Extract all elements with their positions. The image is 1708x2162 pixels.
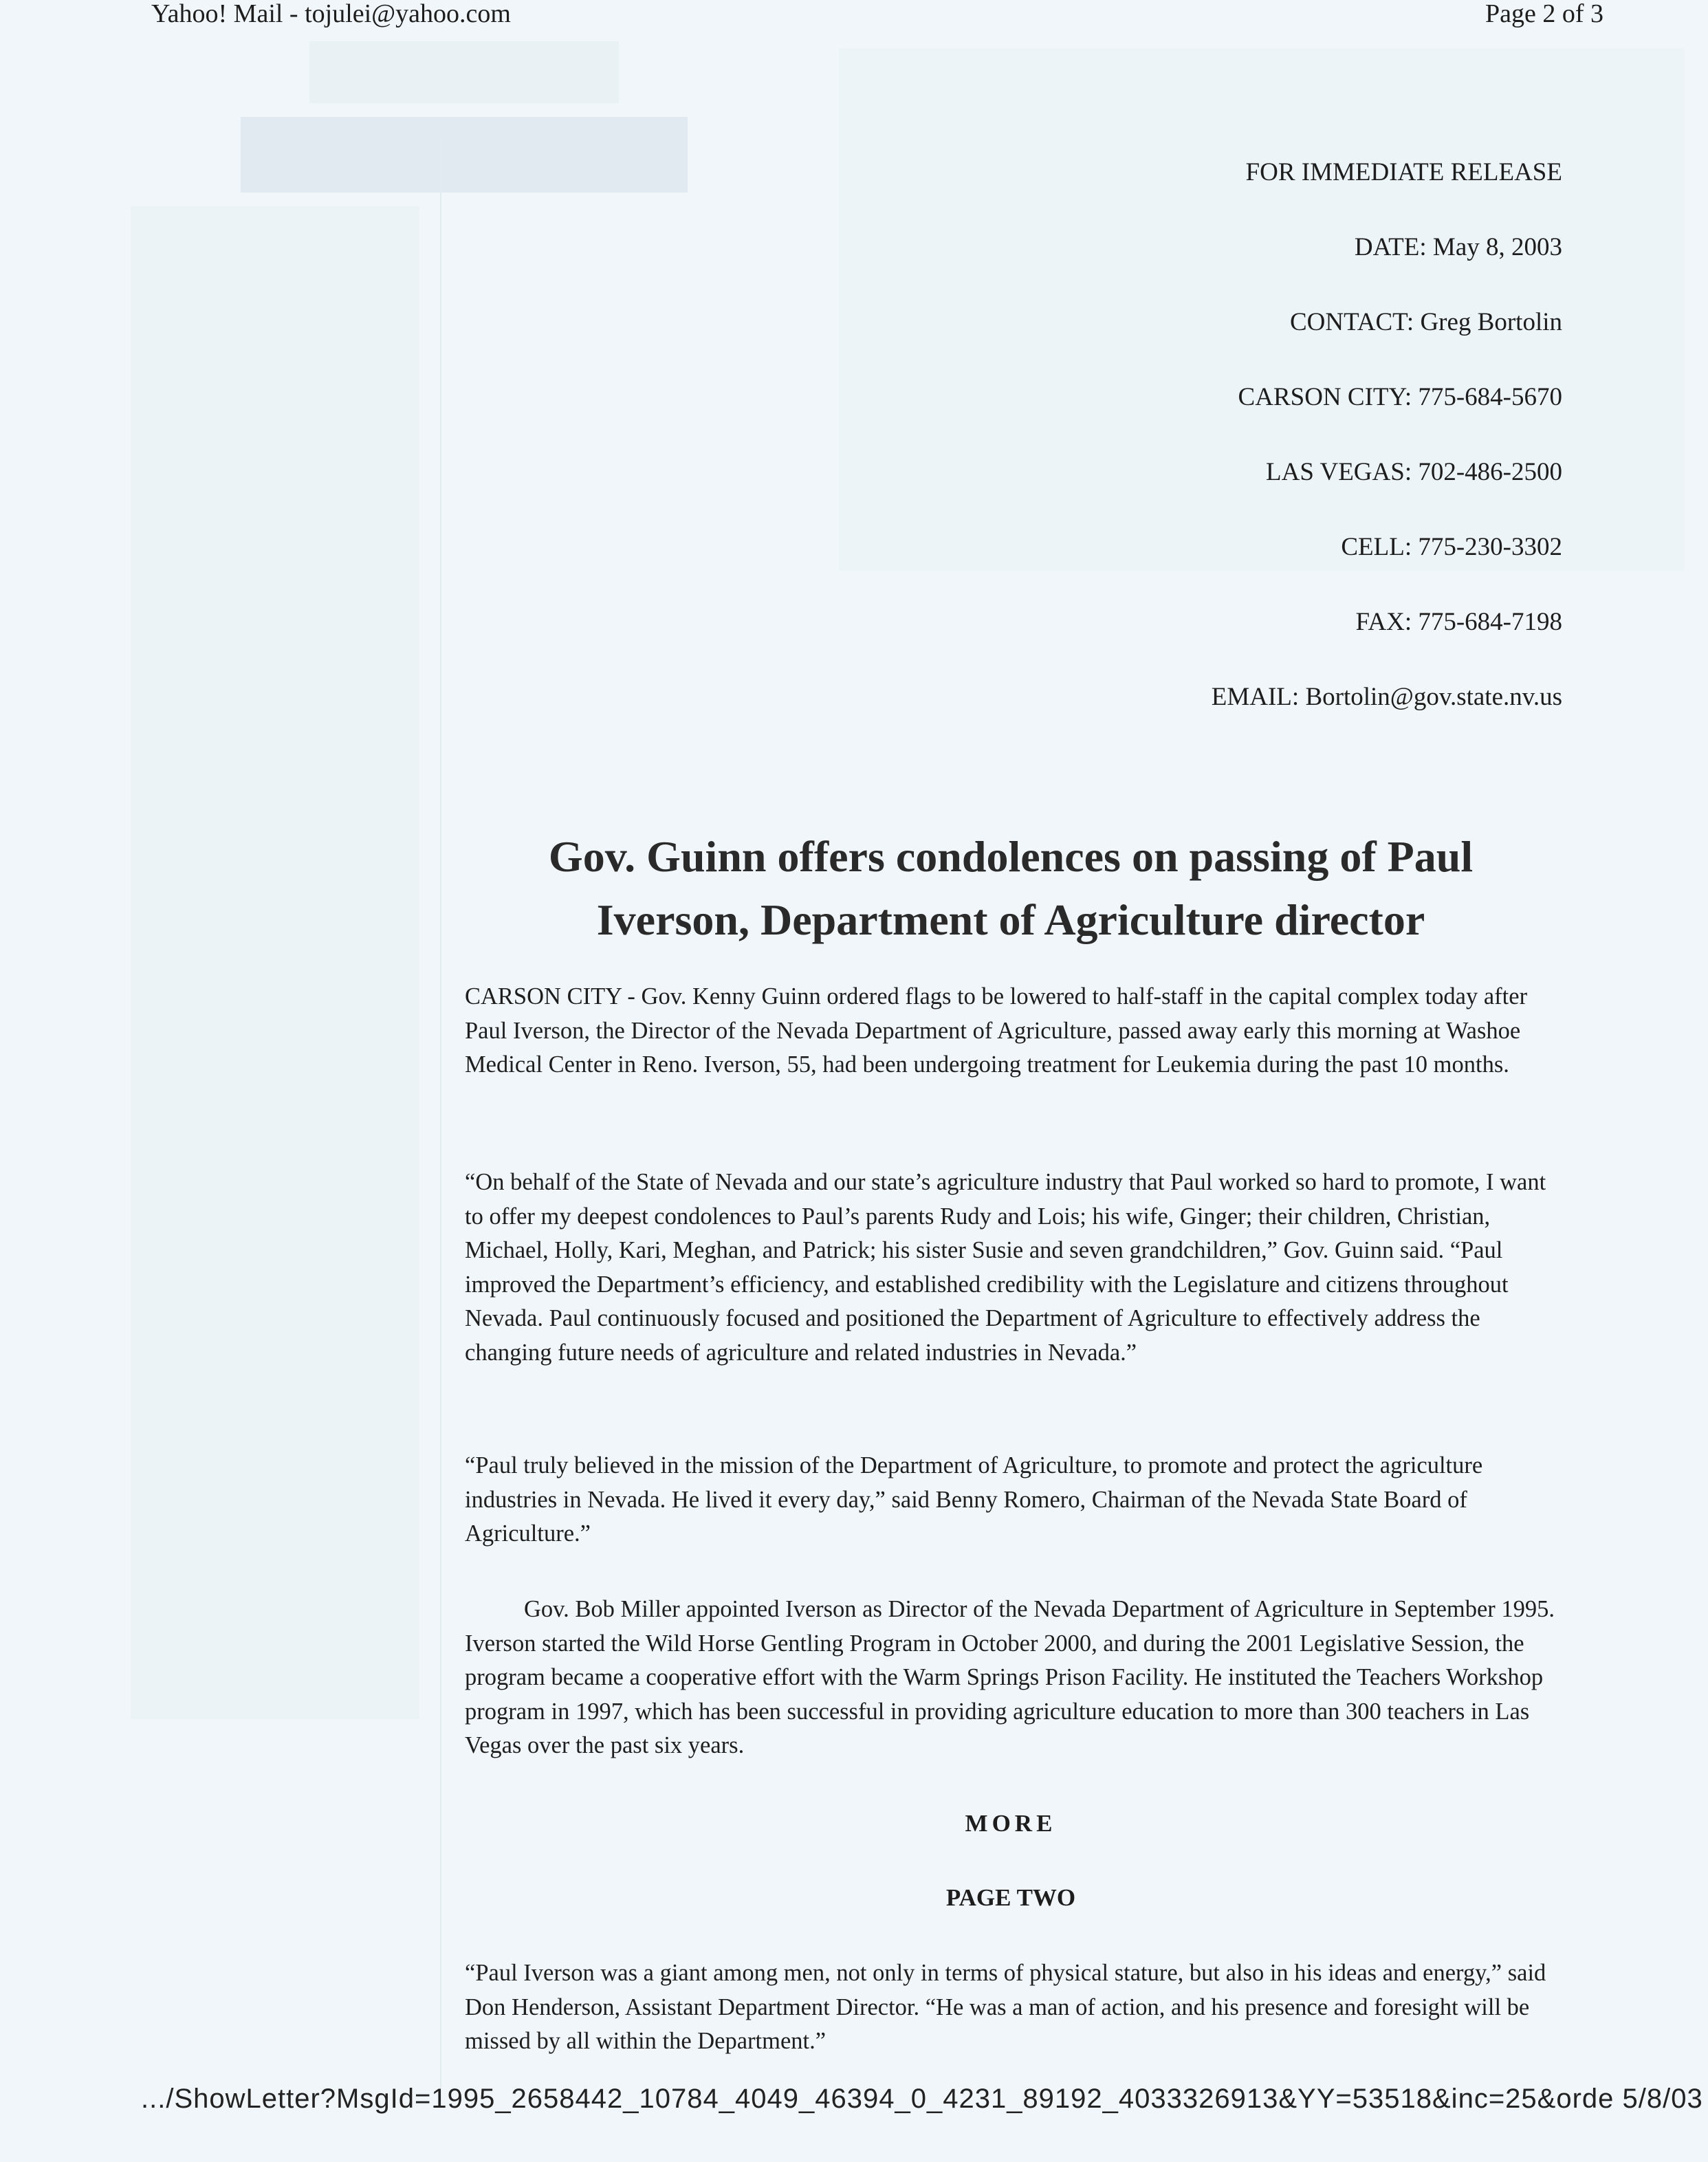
release-contact: CONTACT: Greg Bortolin xyxy=(1290,308,1562,336)
print-footer-url: .../ShowLetter?MsgId=1995_2658442_10784_4049_46394_0_4231_89192_4033326913&YY=53518&inc=25&orde 5/8/03 xyxy=(141,2084,1703,2114)
release-email: EMAIL: Bortolin@gov.state.nv.us xyxy=(1211,683,1562,711)
headline-line-1: Gov. Guinn offers condolences on passing of Paul xyxy=(548,832,1474,881)
release-date: DATE: May 8, 2003 xyxy=(1354,233,1562,261)
release-info-block xyxy=(1212,155,1562,755)
body-paragraph-4: Gov. Bob Miller appointed Iverson as Director of the Nevada Department of Agriculture in September 1995. Iverson started the Wild Horse Gentling Program in October 2000, and during the 2001 Legislative Session, the program became a cooperative effort with the Warm Springs Prison Facility. He instituted the Teachers Workshop program in 1997, which has been successful in providing agriculture education to more than 300 teachers in Las Vegas over the past six years. xyxy=(465,1596,1555,1758)
more-label: MORE xyxy=(965,1810,1057,1837)
scan-artifact-line xyxy=(440,138,441,2104)
body-paragraph-1: CARSON CITY - Gov. Kenny Guinn ordered flags to be lowered to half-staff in the capital complex today after Paul Iverson, the Director of the Nevada Department of Agriculture, passed away early this morning at Washoe Medical Center in Reno. Iverson, 55, had been undergoing treatment for Leukemia during the past 10 months. xyxy=(465,983,1528,1078)
press-release-headline xyxy=(454,825,1568,952)
release-phone-carson-city: CARSON CITY: 775-684-5670 xyxy=(1238,383,1562,411)
scan-artifact-left xyxy=(131,206,419,1719)
headline-line-2: Iverson, Department of Agriculture director xyxy=(596,895,1425,944)
browser-print-title: Yahoo! Mail - tojulei@yahoo.com xyxy=(151,0,511,28)
body-paragraph-2: “On behalf of the State of Nevada and our state’s agriculture industry that Paul worked so hard to promote, I want to offer my deepest condolences to Paul’s parents Rudy and Lois; his wife, Ginger; their children, Christian, Michael, Holly, Kari, Meghan, and Patrick; his sister Susie and seven grandchildren,” Gov. Guinn said. “Paul improved the Department’s efficiency, and established credibility with the Legislature and citizens throughout Nevada. Paul continuously focused and positioned the Department of Agriculture to effectively address the changing future needs of agriculture and related industries in Nevada.” xyxy=(465,1169,1546,1366)
release-phone-las-vegas: LAS VEGAS: 702-486-2500 xyxy=(1266,458,1562,486)
body-paragraph-3: “Paul truly believed in the mission of the Department of Agriculture, to promote and protect the agriculture industries in Nevada. He lived it every day,” said Benny Romero, Chairman of the Nevada State Board of Agriculture.” xyxy=(465,1452,1483,1547)
scan-artifact-top xyxy=(309,41,619,103)
body-paragraph-5: “Paul Iverson was a giant among men, not only in terms of physical stature, but also in his ideas and energy,” said Don Henderson, Assistant Department Director. “He was a man of action, and his presence and foresight will be missed by all within the Department.” xyxy=(465,1960,1546,2054)
page-counter: Page 2 of 3 xyxy=(1485,0,1603,28)
page-two-label: PAGE TWO xyxy=(945,1884,1076,1911)
release-fax: FAX: 775-684-7198 xyxy=(1355,608,1562,636)
release-status: FOR IMMEDIATE RELEASE xyxy=(1245,158,1562,186)
release-phone-cell: CELL: 775-230-3302 xyxy=(1341,533,1562,561)
scan-artifact-box xyxy=(241,117,688,193)
